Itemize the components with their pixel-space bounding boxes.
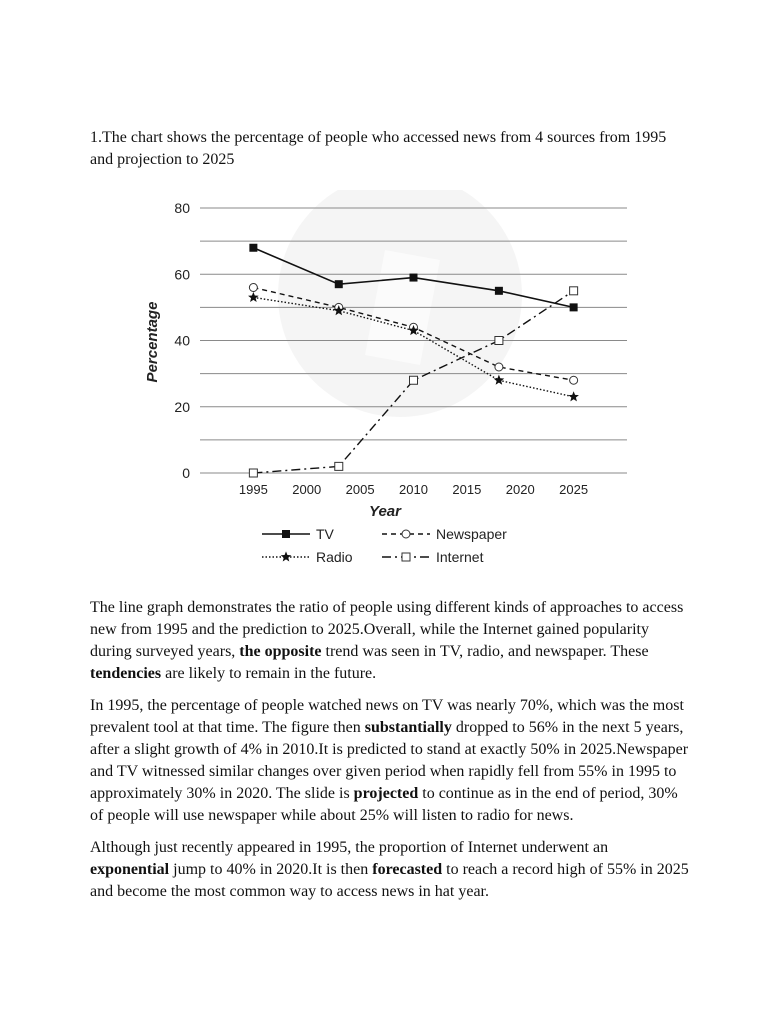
legend-label: Radio: [316, 549, 353, 565]
y-axis-label: Percentage: [144, 301, 161, 383]
legend-label: TV: [316, 526, 334, 542]
paragraph: [90, 597, 690, 685]
x-tick-label: 2015: [452, 482, 482, 497]
legend-item-newspaper: [382, 526, 507, 542]
line-chart: [0, 190, 768, 585]
text-run: Although just recently appeared in 1995, the proportion of Internet underwent an: [90, 839, 609, 856]
y-tick-label: 40: [174, 332, 190, 349]
x-tick-label: 2000: [292, 482, 322, 497]
paragraph: [90, 837, 690, 903]
data-point: [402, 530, 410, 538]
data-point: [402, 553, 410, 561]
text-run: to continue as in the end of period, 30% of people will use newspaper while about 25% will listen to radio for news.: [90, 785, 678, 824]
bold-phrase: the opposite: [239, 643, 322, 660]
watermark: [278, 190, 522, 417]
legend-label: Internet: [436, 549, 484, 565]
text-run: jump to 40% in 2020.It is then: [169, 861, 373, 878]
legend-item-internet: [382, 549, 484, 565]
text-run: dropped to 56% in the next 5 years, after a slight growth of 4% in 2010.It is predicted to stand at exactly 50% in 2025.Newspaper and TV witnessed similar changes over given period when rapidly fell from 55% in 1995 to approximately 30% in 2020. The slide is: [90, 719, 689, 802]
text-run: are likely to remain in the future.: [161, 665, 377, 682]
bold-phrase: projected: [353, 785, 419, 802]
bold-phrase: forecasted: [372, 861, 443, 878]
data-point: [568, 391, 579, 401]
x-axis-label: Year: [369, 503, 401, 520]
y-tick-label: 20: [174, 398, 190, 415]
paragraph: [90, 695, 690, 827]
data-point: [495, 337, 503, 345]
y-tick-label: 80: [174, 200, 190, 216]
data-point: [282, 530, 290, 538]
legend-label: Newspaper: [436, 526, 507, 542]
data-point: [570, 376, 578, 384]
y-tick-label: 0: [182, 465, 190, 481]
x-tick-label: 2005: [345, 482, 375, 497]
body-text: [90, 597, 690, 913]
data-point: [249, 469, 257, 477]
legend: [262, 526, 507, 565]
data-point: [494, 375, 505, 385]
bold-phrase: substantially: [364, 719, 452, 736]
data-point: [570, 303, 578, 311]
x-tick-label: 2010: [399, 482, 428, 497]
x-tick-label: 2025: [559, 482, 589, 497]
text-run: The line graph demonstrates the ratio of people using different kinds of approaches to access new from 1995 and the prediction to 2025.Overall, while the Internet gained popularity during surveyed years,: [90, 599, 684, 660]
text-run: trend was seen in TV, radio, and newspaper. These: [321, 643, 649, 660]
x-tick-labels: [239, 482, 588, 497]
bold-phrase: exponential: [90, 861, 170, 878]
legend-item-radio: [262, 549, 353, 565]
y-tick-labels: [174, 200, 190, 481]
data-point: [281, 551, 292, 561]
bold-phrase: tendencies: [90, 665, 162, 682]
data-point: [249, 244, 257, 252]
data-point: [495, 287, 503, 295]
y-tick-label: 60: [174, 266, 190, 283]
x-tick-label: 2020: [505, 482, 535, 497]
legend-item-tv: [262, 526, 335, 542]
data-point: [248, 292, 259, 302]
data-point: [410, 274, 418, 282]
text-run: to reach a record high of 55% in 2025 and become the most common way to access news in hat year.: [90, 861, 689, 900]
text-run: In 1995, the percentage of people watched news on TV was nearly 70%, which was the most prevalent tool at that time. The figure then: [90, 697, 684, 736]
data-point: [249, 284, 257, 292]
data-point: [410, 376, 418, 384]
data-point: [335, 280, 343, 288]
data-point: [495, 363, 503, 371]
data-point: [335, 462, 343, 470]
x-tick-label: 1995: [238, 482, 268, 497]
document-heading: 1.The chart shows the percentage of people who accessed news from 4 sources from 1995 and projection to 2025: [90, 129, 667, 168]
data-point: [570, 287, 578, 295]
